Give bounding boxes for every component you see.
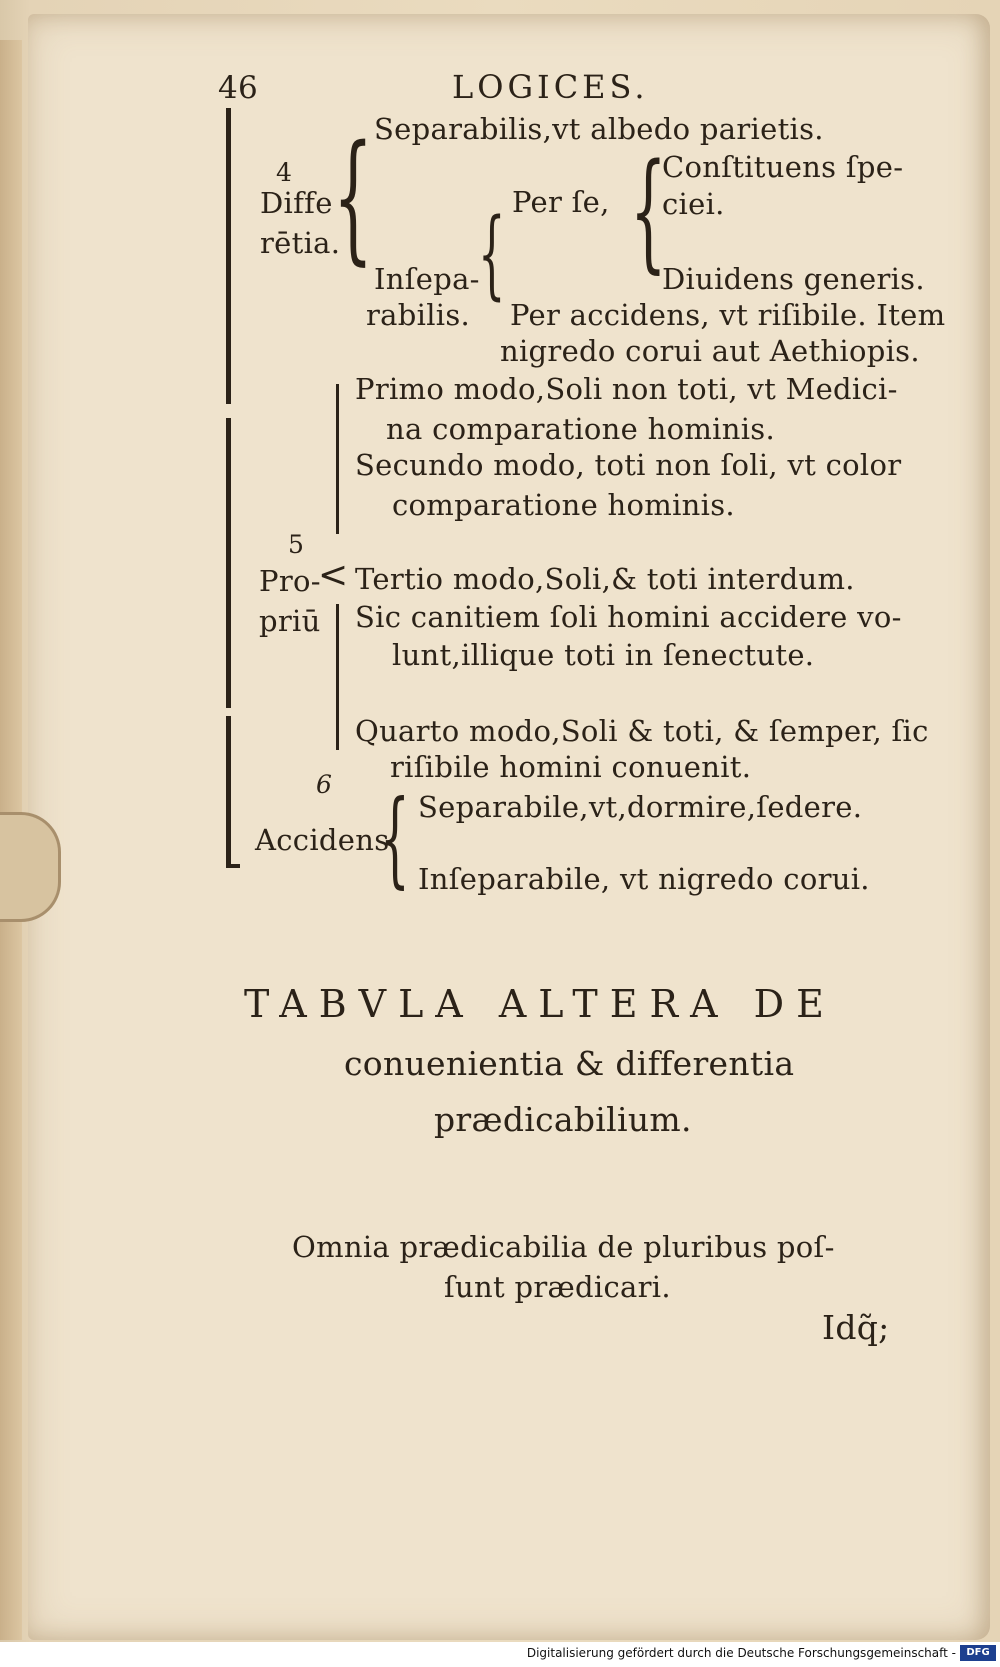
quarto-modo-text-2: riſibile homini conuenit.: [390, 750, 752, 784]
separabile-text: Separabile,vt,dormire,ſedere.: [418, 790, 863, 824]
tertio-modo-text-2: Sic canitiem ſoli homini accidere vo-: [355, 600, 902, 634]
outer-bracket-bar-2: [226, 418, 231, 708]
proprium-number: 5: [288, 530, 305, 559]
differentia-brace: {: [333, 116, 374, 279]
proprium-label-1: Pro-: [259, 564, 321, 598]
tabula-subtitle-1: conuenientia & differentia: [344, 1044, 795, 1083]
book-page: [28, 14, 990, 1640]
primo-modo-text-2: na comparatione hominis.: [386, 412, 775, 446]
per-se-brace: {: [630, 137, 667, 286]
per-accidens-text-1: Per accidens, vt riſibile. Item: [510, 298, 946, 332]
body-line-2: ſunt prædicari.: [444, 1270, 671, 1304]
body-line-1: Omnia prædicabilia de pluribus poſ-: [292, 1230, 835, 1264]
accidens-label: Accidens: [255, 823, 390, 857]
page-number: 46: [218, 70, 259, 106]
outer-bracket-bar-3: [226, 716, 231, 866]
outer-bracket-bar-1: [226, 108, 231, 404]
tertio-modo-text-1: Tertio modo,Soli,& toti interdum.: [355, 562, 855, 596]
inseparabilis-brace: {: [478, 198, 506, 310]
proprium-bracket-top: [336, 384, 339, 534]
catchword: Idq̃;: [822, 1308, 890, 1347]
tabula-title: TABVLA ALTERA DE: [244, 982, 836, 1026]
footer-bar: [0, 1642, 1000, 1667]
constituens-text-2: ciei.: [662, 187, 725, 221]
inseparabilis-label-1: Inſepa-: [374, 262, 480, 296]
primo-modo-text-1: Primo modo,Soli non toti, vt Medici-: [355, 372, 898, 406]
separabilis-text: Separabilis,vt albedo parietis.: [374, 112, 824, 146]
per-se-text: Per ſe,: [512, 185, 610, 219]
inseparabilis-label-2: rabilis.: [366, 298, 471, 332]
page-clip-tab: [0, 812, 61, 922]
per-accidens-text-2: nigredo corui aut Aethiopis.: [500, 334, 920, 368]
proprium-bracket-point: <: [318, 555, 349, 596]
tabula-subtitle-2: prædicabilium.: [434, 1100, 692, 1139]
quarto-modo-text-1: Quarto modo,Soli & toti, & ſemper, ſic: [355, 714, 929, 748]
differentia-label-1: Diffe: [260, 186, 333, 220]
footer-credit: Digitalisierung gefördert durch die Deutsche Forschungsgemeinschaft -: [526, 1646, 956, 1660]
secundo-modo-text-1: Secundo modo, toti non ſoli, vt color: [355, 448, 902, 482]
proprium-label-2: priū: [259, 604, 321, 638]
constituens-text-1: Conſtituens ſpe-: [662, 150, 904, 184]
differentia-number: 4: [276, 158, 293, 187]
dfg-logo: DFG: [960, 1645, 996, 1661]
outer-bracket-foot: [226, 864, 240, 868]
differentia-label-2: rētia.: [260, 226, 341, 260]
inseparabile-text: Inſeparabile, vt nigredo corui.: [418, 862, 870, 896]
accidens-brace: {: [380, 777, 410, 899]
secundo-modo-text-2: comparatione hominis.: [392, 488, 735, 522]
running-head: LOGICES.: [452, 68, 649, 106]
accidens-number: 6: [316, 770, 333, 799]
proprium-bracket-bottom: [336, 604, 339, 750]
tertio-modo-text-3: lunt,illique toti in ſenectute.: [392, 638, 815, 672]
diuidens-text: Diuidens generis.: [662, 262, 925, 296]
